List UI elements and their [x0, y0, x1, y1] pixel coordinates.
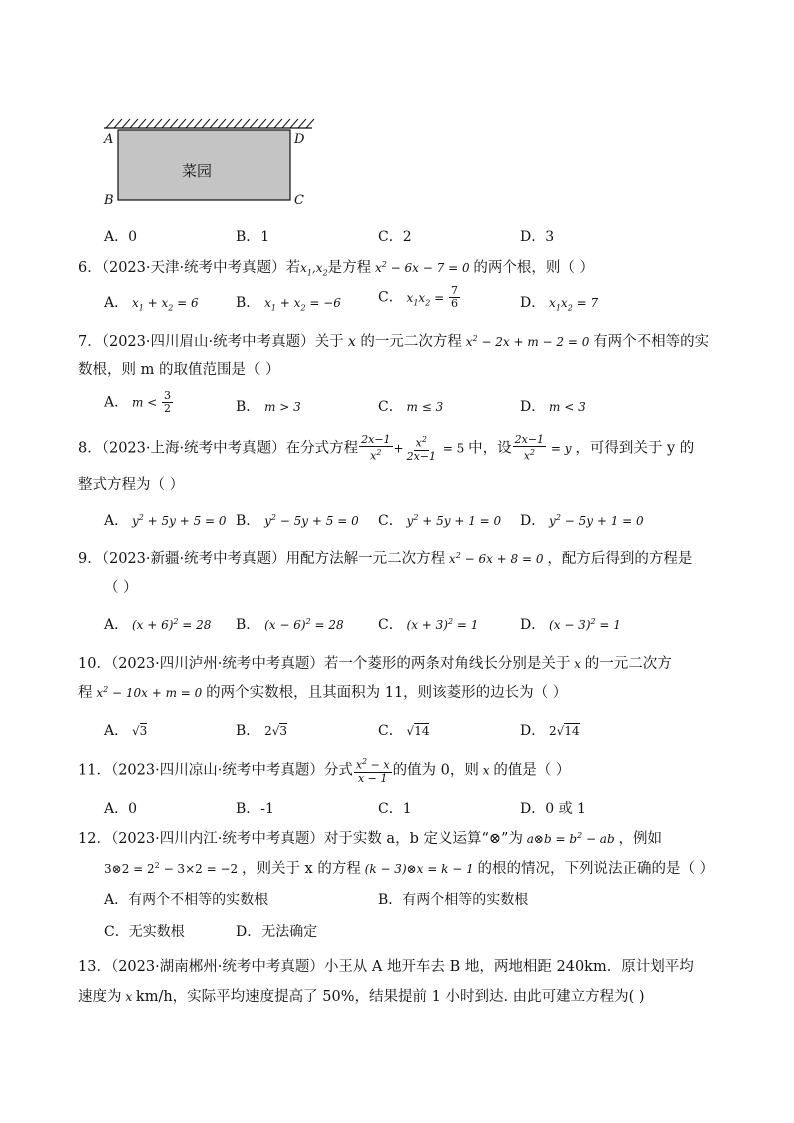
q8-option-a[interactable] [104, 510, 227, 530]
q7-option-b-label: B． [236, 399, 261, 415]
q6-option-a-label: A． [104, 295, 129, 311]
q11-stem-mid: 的值为 0，则 [392, 762, 479, 779]
q10-option-a-label: A． [104, 723, 129, 739]
q8-option-c-label: C． [378, 513, 403, 529]
q6-option-c-fraction: $\frac{7}{6}$ [450, 284, 458, 310]
q7-stem-prefix: 7．（2023·四川眉山·统考中考真题）关于 [78, 334, 344, 350]
q8-stem-line1: 8．（2023·上海·统考中考真题）在分式方程 $\frac{2x-1}{x^2}$ + $\frac{x^2}{2x-1}$ = 5 中，设 $\frac{2x-1}{x^2}$ = y ，可得到关于 y 的 [78, 433, 695, 463]
q6-option-a-math: $x_1 + x_2 = 6$ [128, 296, 199, 313]
q7-stem-suffix: 有两个不相等的实 [593, 334, 710, 350]
q11-option-c[interactable]: C．1 [378, 801, 412, 817]
q5-option-d[interactable]: D．3 [520, 229, 555, 245]
q7-option-d-math: m < 3 [545, 400, 586, 414]
q12-option-c[interactable]: C．无实数根 [104, 924, 185, 940]
q12-stem-line2-mid: ，则关于 x 的方程 [241, 861, 361, 877]
q13-stem-line2-prefix: 速度为 [78, 989, 122, 1005]
q10-option-a-math: √3 [128, 724, 148, 738]
q8-frac1: $\frac{2x-1}{x^2}$ [361, 433, 391, 463]
q12-stem-prefix: 12．（2023·四川内江·统考中考真题）对于实数 a，b 定义运算“⊗”为 [78, 831, 523, 847]
q10-option-b[interactable] [236, 720, 287, 740]
q10-stem-line2-suffix: 的两个实数根，且其面积为 11，则该菱形的边长为（ ） [206, 685, 568, 701]
q9-option-c[interactable] [378, 614, 478, 634]
q10-stem-line2-prefix: 程 [78, 685, 93, 701]
q12-option-b[interactable]: B．有两个相等的实数根 [378, 892, 529, 908]
q9-option-a[interactable] [104, 614, 211, 634]
q8-option-d-label: D． [520, 513, 546, 529]
q6-equation: $x^2 - 6x - 7 = 0$ [371, 260, 474, 275]
q8-option-b-label: B． [236, 513, 261, 529]
q10-option-c-label: C． [378, 723, 403, 739]
q10-var-x: x [570, 657, 585, 671]
q8-stem-suffix: ，可得到关于 y 的 [575, 440, 695, 457]
q8-option-a-label: A． [104, 513, 129, 529]
q6-option-c-math: $x_1x_2$ = [402, 290, 448, 307]
q8-frac3: $\frac{2x-1}{x^2}$ [514, 433, 545, 463]
q8-option-a-math: $y^2 + 5y + 5 = 0$ [128, 513, 227, 528]
q11-stem-prefix: 11．（2023·四川凉山·统考中考真题）分式 [78, 762, 353, 779]
q6-option-c[interactable] [378, 285, 461, 310]
q9-option-d-label: D． [520, 617, 546, 633]
q10-option-c-math: √14 [402, 724, 430, 738]
q12-example: 3⊗2 = $2^2 - 3\times 2 = -2$ [104, 861, 242, 876]
q10-option-d-label: D． [520, 723, 546, 739]
label-a: A [104, 132, 114, 147]
q7-var-x: x [343, 334, 361, 350]
q11-var-x: x [478, 763, 494, 778]
q9-option-d[interactable] [520, 614, 621, 634]
q9-equation: $x^2 - 6x + 8 = 0$ [445, 551, 548, 566]
q5-option-a[interactable]: A．0 [104, 229, 138, 245]
q7-stem-line1 [78, 330, 709, 351]
q12-option-d[interactable]: D．无法确定 [236, 924, 318, 940]
q8-option-d-math: $y^2 - 5y + 1 = 0$ [545, 513, 644, 528]
q11-option-d[interactable]: D．0 或 1 [520, 801, 586, 817]
q7-option-a-label: A． [104, 394, 129, 411]
q6-option-d-label: D． [520, 295, 546, 311]
q10-equation: $x^2 - 10x + m = 0$ [92, 685, 207, 700]
q6-option-c-label: C． [378, 289, 403, 306]
q11-option-a[interactable]: A．0 [104, 801, 138, 817]
q7-option-d[interactable] [520, 396, 586, 416]
q8-option-c[interactable] [378, 510, 501, 530]
q12-definition: a⊗b = $b^2$ − ab [522, 831, 619, 846]
q10-option-c[interactable] [378, 720, 429, 740]
garden-figure [100, 112, 320, 212]
q10-stem-line2 [78, 681, 567, 702]
q10-stem-suffix: 的一元二次方 [584, 656, 672, 672]
q9-option-a-math: $(x + 6)^2 = 28$ [128, 617, 212, 632]
q12-stem-line2-suffix: 的根的情况，下列说法正确的是（ ） [477, 861, 715, 877]
q11-stem [78, 756, 570, 785]
q11-option-b[interactable]: B．-1 [236, 801, 274, 817]
q8-option-d[interactable] [520, 510, 644, 530]
q7-option-a-math: m < [128, 395, 162, 410]
q8-option-b[interactable] [236, 510, 359, 530]
q9-option-a-label: A． [104, 617, 129, 633]
q5-option-b[interactable]: B．1 [236, 229, 270, 245]
q13-stem-line2 [78, 985, 645, 1006]
q7-option-d-label: D． [520, 399, 546, 415]
q7-option-b-math: m > 3 [260, 400, 301, 414]
q7-stem-line2: 数根，则 m 的取值范围是（ ） [78, 362, 280, 378]
q9-option-c-label: C． [378, 617, 403, 633]
label-b: B [104, 193, 114, 208]
q6-option-b-label: B． [236, 295, 261, 311]
q7-option-a[interactable] [104, 390, 174, 415]
q5-option-c[interactable]: C．2 [378, 229, 412, 245]
q10-option-d[interactable] [520, 720, 580, 740]
q7-equation: $x^2 - 2x + m - 2 = 0$ [461, 334, 594, 349]
q7-stem-mid: 的一元二次方程 [360, 334, 462, 350]
q6-stem-suffix: 的两个根，则（ ） [473, 260, 595, 276]
q6-stem-mid: 是方程 [327, 260, 372, 276]
q6-stem [78, 256, 594, 277]
q11-fraction: $\frac{x^2 - x}{x - 1}$ [355, 757, 390, 785]
q10-stem-line1 [78, 652, 672, 673]
q8-stem-prefix: 8．（2023·上海·统考中考真题）在分式方程 [78, 440, 359, 457]
q6-option-d[interactable] [520, 292, 598, 312]
label-c: C [294, 193, 304, 208]
q9-option-b[interactable] [236, 614, 344, 634]
q6-option-a[interactable] [104, 292, 199, 312]
q9-option-c-math: $(x + 3)^2 = 1$ [402, 617, 479, 632]
q6-option-b-math: $x_1 + x_2 = -6$ [260, 296, 341, 313]
q12-stem-line2 [104, 857, 714, 878]
q7-option-b[interactable] [236, 396, 301, 416]
q9-stem-prefix: 9．（2023·新疆·统考中考真题）用配方法解一元二次方程 [78, 551, 446, 567]
q7-option-c-math: m ≤ 3 [402, 400, 444, 414]
q12-stem-line1 [78, 827, 662, 848]
q10-option-b-label: B． [236, 723, 261, 739]
q9-stem-suffix: ，配方后得到的方程是 [547, 551, 693, 567]
q10-option-d-math: 2√14 [545, 724, 580, 738]
q10-option-b-math: 2√3 [260, 724, 288, 738]
q7-option-c[interactable] [378, 396, 443, 416]
q8-stem-mid: 中，设 [468, 440, 512, 457]
q8-frac2: $\frac{x^2}{2x-1}$ [406, 435, 436, 463]
q10-option-a[interactable] [104, 720, 147, 740]
q12-stem-suffix: ，例如 [618, 831, 662, 847]
q13-var-x: x [121, 990, 136, 1004]
q13-stem-line1: 13．（2023·湖南郴州·统考中考真题）小王从 A 地开车去 B 地，两地相距 240km．原计划平均 [78, 959, 694, 975]
q8-option-c-math: $y^2 + 5y + 1 = 0$ [402, 513, 502, 528]
q7-option-a-fraction: $\frac{3}{2}$ [164, 389, 172, 415]
q9-option-b-math: $(x - 6)^2 = 28$ [260, 617, 344, 632]
q8-option-b-math: $y^2 - 5y + 5 = 0$ [260, 513, 359, 528]
q10-stem-prefix: 10．（2023·四川泸州·统考中考真题）若一个菱形的两条对角线长分别是关于 [78, 656, 571, 672]
q9-stem-line1 [78, 547, 692, 568]
q9-stem-line2: （ ） [104, 580, 138, 596]
q7-option-c-label: C． [378, 399, 403, 415]
q9-option-d-math: $(x - 3)^2 = 1$ [545, 617, 621, 632]
q6-option-b[interactable] [236, 292, 341, 312]
q12-option-a[interactable]: A．有两个不相等的实数根 [104, 892, 269, 908]
q6-option-d-math: $x_1x_2 = 7$ [545, 296, 599, 313]
q11-stem-suffix: 的值是（ ） [493, 762, 571, 779]
q13-stem-line2-suffix: km/h，实际平均速度提高了 50%，结果提前 1 小时到达. 由此可建立方程为( ) [135, 989, 645, 1005]
garden-label: 菜园 [182, 162, 213, 180]
q9-option-b-label: B． [236, 617, 261, 633]
q12-equation: (k − 3)⊗x = k − 1 [360, 862, 478, 876]
q6-stem-prefix: 6．（2023·天津·统考中考真题）若 [78, 260, 301, 276]
q6-roots: $x_1,x_2$ [300, 261, 328, 278]
label-d: D [294, 132, 305, 147]
q8-stem-line2: 整式方程为（ ） [78, 477, 185, 493]
